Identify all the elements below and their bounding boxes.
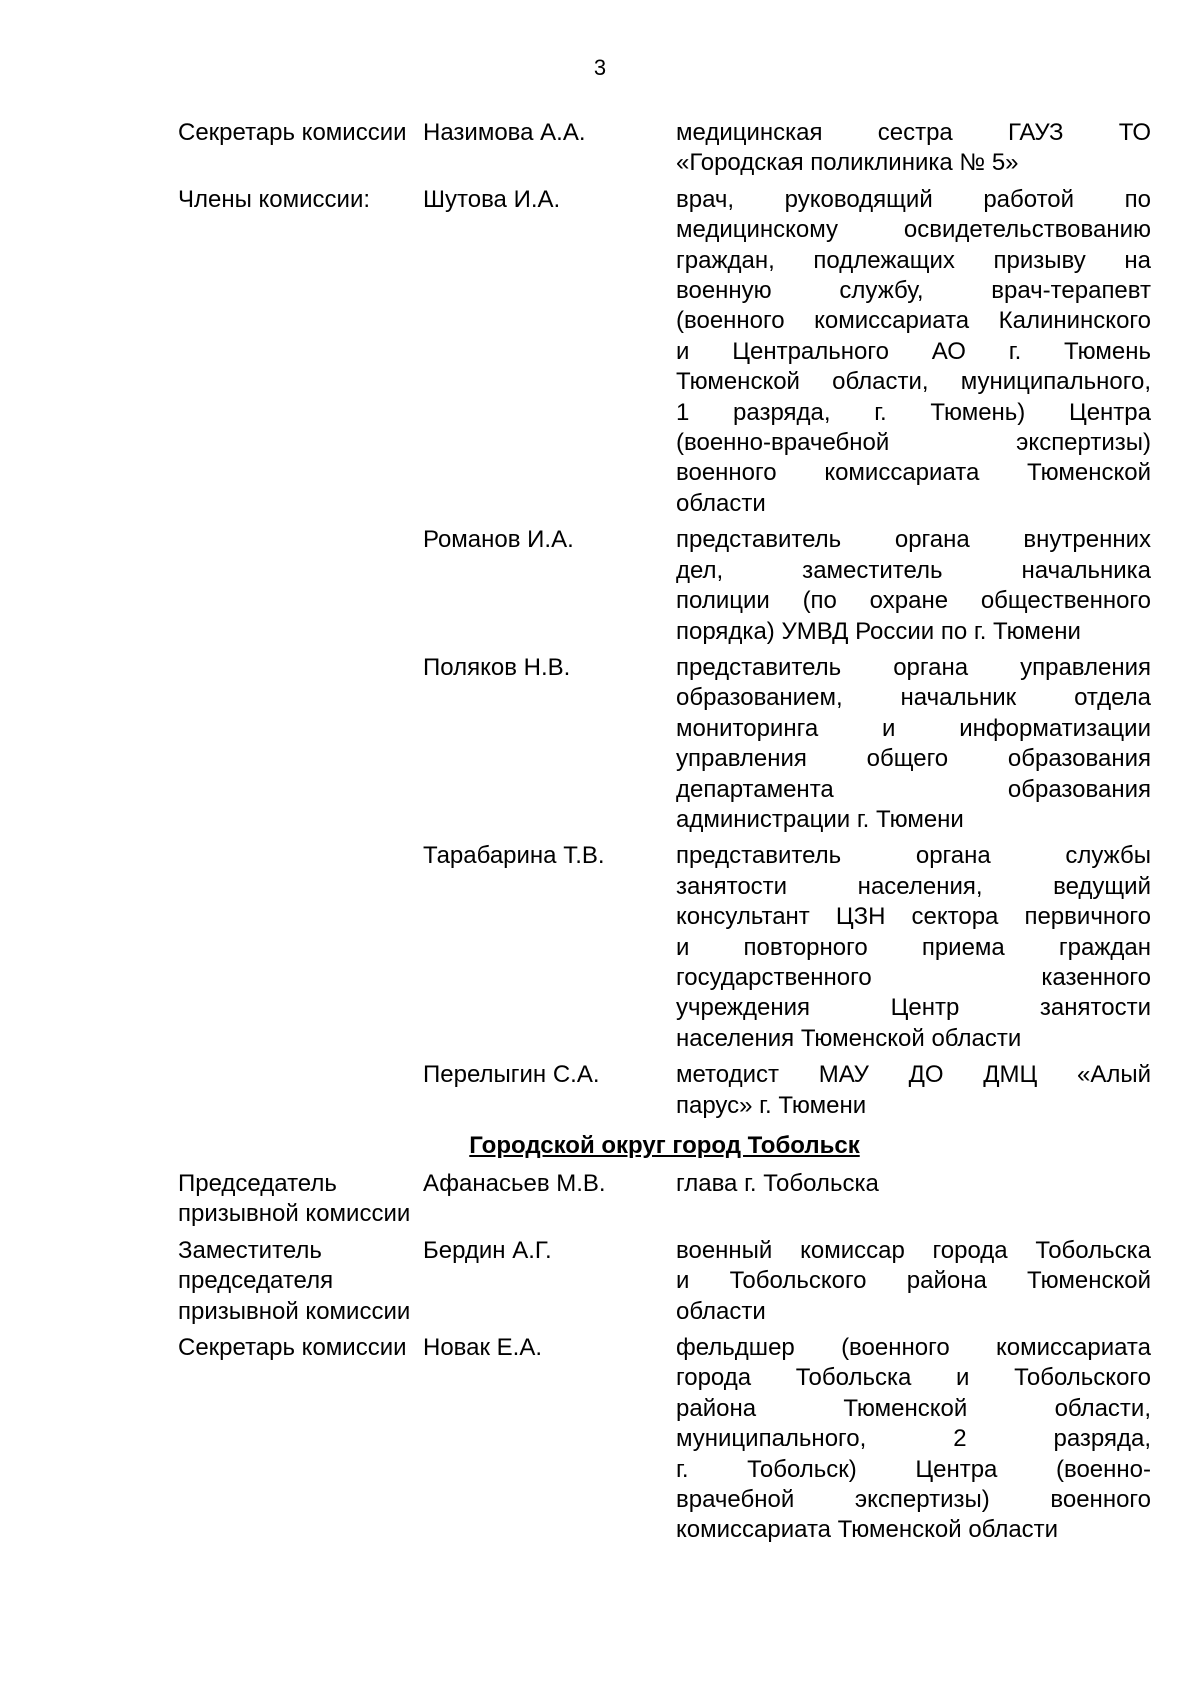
commission-members-part2	[178, 1169, 1151, 1546]
member-role: Председатель призывной комиссии	[178, 1170, 411, 1228]
commission-list	[178, 118, 1151, 1546]
position-line: администрации г. Тюмени	[676, 805, 964, 833]
position-line: управления общего образования	[676, 745, 1151, 773]
member-name: Новак Е.А.	[423, 1334, 543, 1362]
position-line: муниципального, 2 разряда,	[676, 1425, 1151, 1453]
member-row	[178, 653, 1151, 835]
position-line: (военно-врачебной экспертизы)	[676, 429, 1151, 457]
member-row	[178, 841, 1151, 1054]
member-role	[178, 653, 423, 835]
position-line: (военного комиссариата Калининского	[676, 307, 1151, 335]
position-line: г. Тобольск) Центра (военно-	[676, 1455, 1151, 1483]
member-name: Назимова А.А.	[423, 119, 586, 146]
position-line: порядка) УМВД России по г. Тюмени	[676, 617, 1081, 645]
position-line: и повторного приема граждан	[676, 933, 1151, 961]
member-name: Романов И.А.	[423, 526, 574, 554]
member-position	[676, 118, 1151, 179]
member-position	[676, 185, 1151, 519]
member-position	[676, 525, 1151, 647]
member-role	[178, 1060, 423, 1121]
member-name: Тарабарина Т.В.	[423, 842, 605, 870]
page-number: 3	[593, 55, 607, 80]
member-role: Секретарь комиссии	[178, 119, 407, 146]
position-line: глава г. Тобольска	[676, 1170, 879, 1197]
position-line: фельдшер (военного комиссариата	[676, 1334, 1151, 1362]
position-line: консультант ЦЗН сектора первичного	[676, 903, 1151, 931]
position-line: занятости населения, ведущий	[676, 872, 1151, 900]
member-position	[676, 653, 1151, 835]
position-line: 1 разряда, г. Тюмень) Центра	[676, 398, 1151, 426]
position-line: дел, заместитель начальника	[676, 556, 1151, 584]
position-line: представитель органа внутренних	[676, 526, 1151, 554]
member-name: Поляков Н.В.	[423, 653, 571, 681]
member-position	[676, 1060, 1151, 1121]
position-line: военный комиссар города Тобольска	[676, 1236, 1151, 1264]
member-role: Члены комиссии:	[178, 185, 371, 213]
position-line: района Тюменской области,	[676, 1394, 1151, 1422]
position-line: военную службу, врач-терапевт	[676, 277, 1151, 305]
member-row	[178, 1169, 1151, 1230]
member-role: Секретарь комиссии	[178, 1334, 407, 1362]
position-line: представитель органа службы	[676, 842, 1151, 870]
position-line: мониторинга и информатизации	[676, 714, 1151, 742]
position-line: медицинскому освидетельствованию	[676, 216, 1151, 244]
member-row	[178, 1333, 1151, 1546]
member-role	[178, 841, 423, 1054]
position-line: представитель органа управления	[676, 653, 1151, 681]
position-line: и Тобольского района Тюменской	[676, 1267, 1151, 1295]
member-position	[676, 841, 1151, 1054]
position-line: области	[676, 489, 766, 517]
position-line: города Тобольска и Тобольского	[676, 1364, 1151, 1392]
position-line: комиссариата Тюменской области	[676, 1516, 1059, 1544]
position-line: медицинская сестра ГАУЗ ТО	[676, 119, 1151, 146]
member-position	[676, 1236, 1151, 1327]
member-position	[676, 1333, 1151, 1546]
position-line: учреждения Центр занятости	[676, 994, 1151, 1022]
member-role	[178, 525, 423, 647]
position-line: граждан, подлежащих призыву на	[676, 246, 1151, 274]
position-line: полиции (по охране общественного	[676, 587, 1151, 615]
member-row	[178, 1236, 1151, 1327]
position-line: образованием, начальник отдела	[676, 684, 1151, 712]
position-line: государственного казенного	[676, 963, 1151, 991]
member-name: Перелыгин С.А.	[423, 1061, 600, 1089]
commission-members-part1	[178, 118, 1151, 1121]
member-row	[178, 118, 1151, 179]
position-line: Тюменской области, муниципального,	[676, 368, 1151, 396]
member-name: Афанасьев М.В.	[423, 1170, 606, 1197]
position-line: департамента образования	[676, 775, 1151, 803]
position-line: врачебной экспертизы) военного	[676, 1486, 1151, 1514]
member-row	[178, 525, 1151, 647]
member-name: Шутова И.А.	[423, 185, 561, 213]
member-role: Заместитель председателя призывной комиссии	[178, 1236, 411, 1325]
position-line: методист МАУ ДО ДМЦ «Алый	[676, 1061, 1151, 1089]
member-row	[178, 185, 1151, 519]
position-line: военного комиссариата Тюменской	[676, 459, 1151, 487]
position-line: парус» г. Тюмени	[676, 1091, 867, 1119]
member-row	[178, 1060, 1151, 1121]
position-line: врач, руководящий работой по	[676, 185, 1151, 213]
position-line: населения Тюменской области	[676, 1024, 1022, 1052]
position-line: «Городская поликлиника № 5»	[676, 149, 1019, 177]
member-name: Бердин А.Г.	[423, 1236, 552, 1264]
position-line: и Центрального АО г. Тюмень	[676, 337, 1151, 365]
member-position	[676, 1169, 1151, 1230]
position-line: области	[676, 1297, 766, 1325]
section-heading: Городской округ город Тобольск	[469, 1132, 860, 1159]
